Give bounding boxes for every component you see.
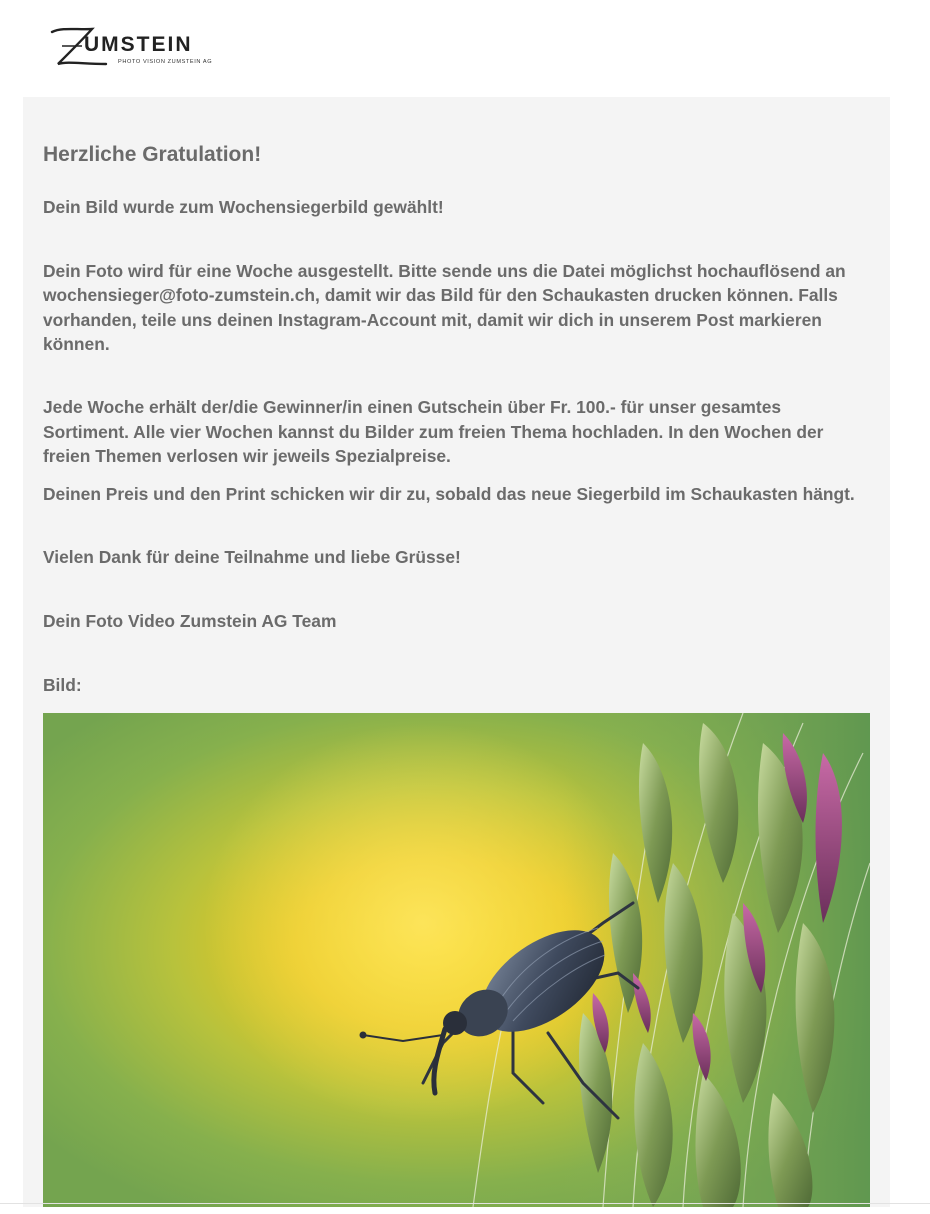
image-label: Bild: bbox=[43, 674, 82, 695]
prize-info: Jede Woche erhält der/die Gewinner/in einen Gutschein über Fr. 100.- für unser gesamtes Sortiment. Alle vier Wochen kannst du Bilder zum freien Thema hochladen. In den Wochen der freien Themen verlosen wir jeweils Spezialpreise. bbox=[43, 396, 824, 467]
signature: Dein Foto Video Zumstein AG Team bbox=[43, 610, 337, 631]
exhibition-info: Dein Foto wird für eine Woche ausgestellt. Bitte sende uns die Datei möglichst hochauflösend an wochensieger@foto-zumstein.ch, damit wir das Bild für den Schaukasten drucken können. Falls vorhanden, teile uns deinen Instagram-Account mit, damit wir dich in unserem Post markieren können. bbox=[43, 260, 846, 355]
logo-tagline: PHOTO VISION ZUMSTEIN AG bbox=[118, 59, 213, 65]
footer-divider bbox=[0, 1203, 930, 1204]
message-card bbox=[23, 97, 890, 1207]
winner-announcement: Dein Bild wurde zum Wochensiegerbild gewählt! bbox=[43, 197, 444, 217]
brand-logo[interactable] bbox=[48, 24, 228, 72]
logo-wordmark: UMSTEIN bbox=[84, 33, 193, 56]
winning-photo bbox=[43, 713, 870, 1207]
thanks-line: Vielen Dank für deine Teilnahme und liebe Grüsse! bbox=[43, 547, 461, 568]
shipping-info: Deinen Preis und den Print schicken wir dir zu, sobald das neue Siegerbild im Schaukasten hängt. bbox=[43, 483, 855, 504]
message-heading: Herzliche Gratulation! bbox=[43, 143, 262, 166]
message-body bbox=[43, 141, 869, 697]
